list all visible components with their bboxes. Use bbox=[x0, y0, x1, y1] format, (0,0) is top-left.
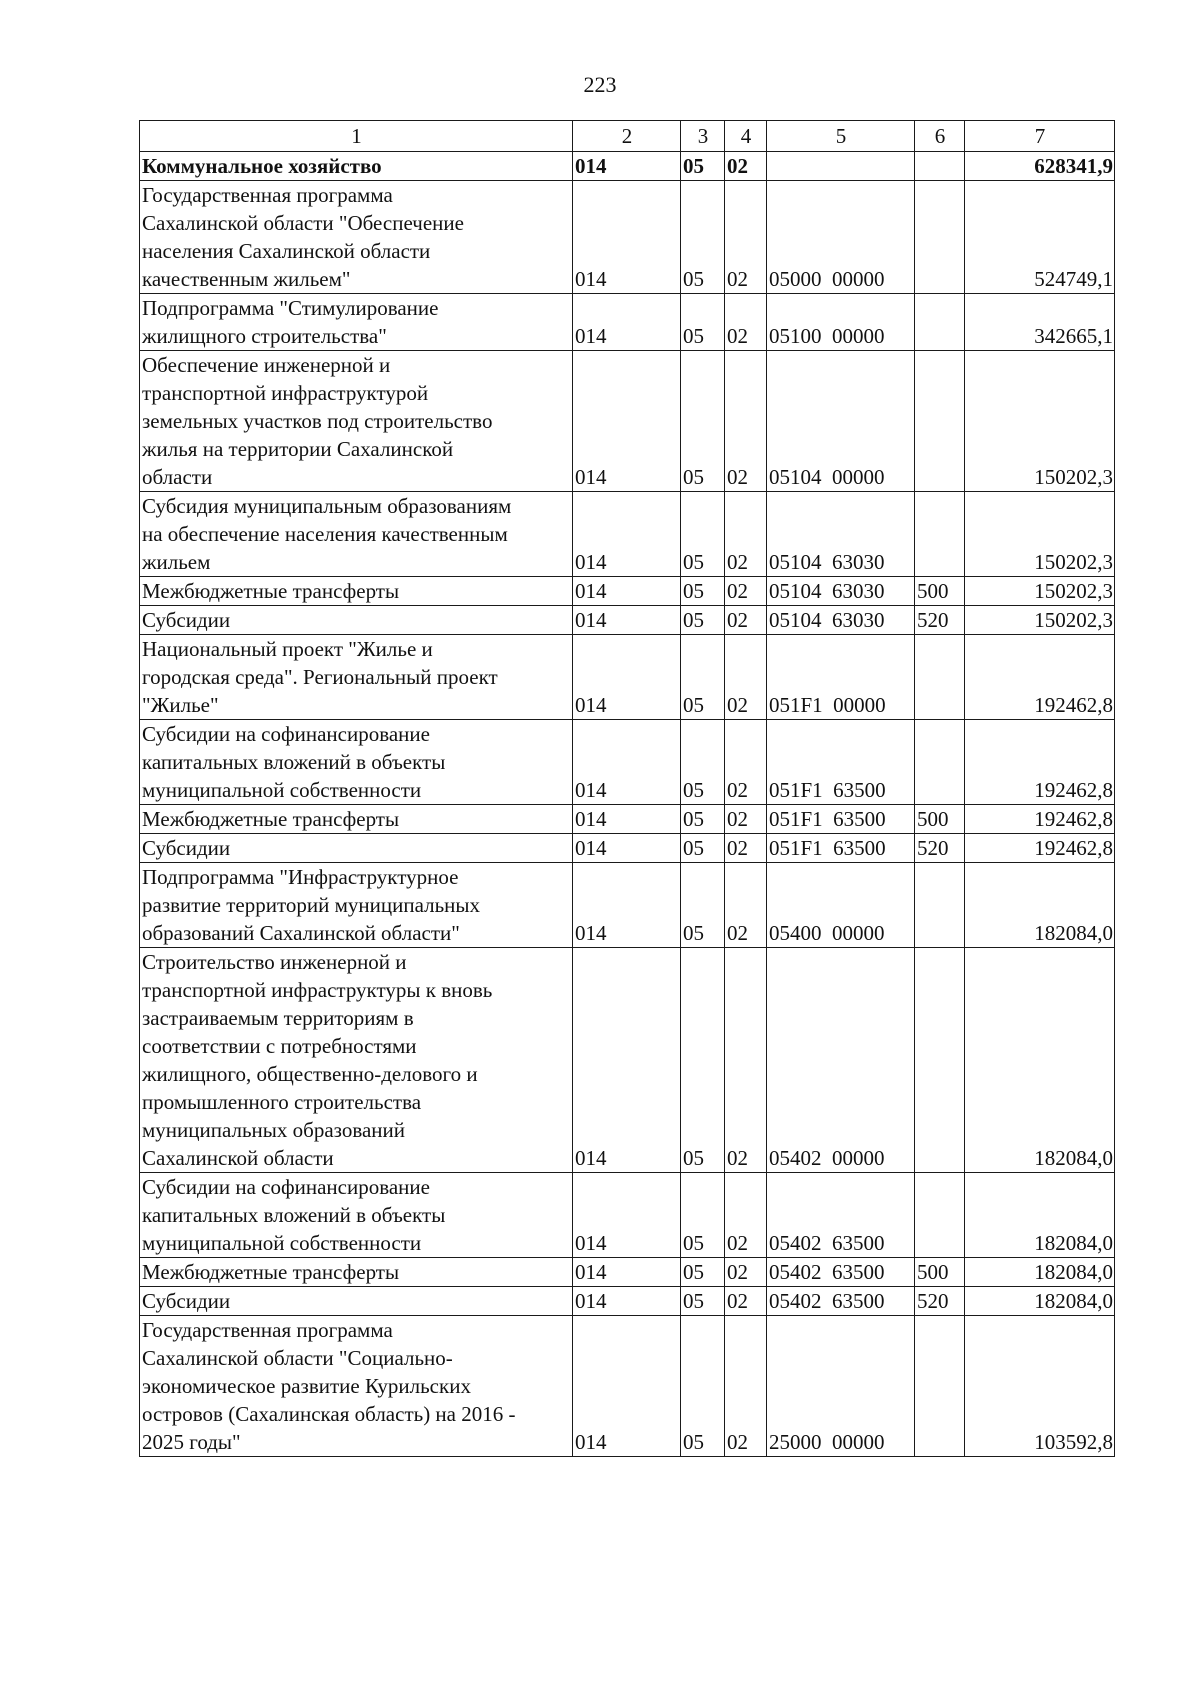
table-row bbox=[140, 606, 1115, 635]
subsection-cell: 02 bbox=[725, 948, 767, 1173]
description-line: Субсидии bbox=[142, 1289, 231, 1313]
amount-cell: 524749,1 bbox=[965, 181, 1115, 294]
description-line: транспортной инфраструктурой bbox=[142, 381, 429, 405]
header-cell: 6 bbox=[915, 121, 965, 152]
subsection-cell: 02 bbox=[725, 351, 767, 492]
section-cell: 05 bbox=[681, 863, 725, 948]
table-row bbox=[140, 294, 1115, 351]
expense-type-cell bbox=[915, 1173, 965, 1258]
target-article-cell: 05104 00000 bbox=[767, 351, 915, 492]
header-cell: 1 bbox=[140, 121, 573, 152]
amount-cell: 182084,0 bbox=[965, 863, 1115, 948]
target-article-cell: 05402 63500 bbox=[767, 1287, 915, 1316]
amount-cell: 150202,3 bbox=[965, 351, 1115, 492]
description-line: Межбюджетные трансферты bbox=[142, 807, 400, 831]
target-article-cell: 05402 00000 bbox=[767, 948, 915, 1173]
row-description bbox=[140, 1316, 573, 1457]
table-row bbox=[140, 577, 1115, 606]
ministry-code-cell: 014 bbox=[573, 577, 681, 606]
description-line: жильем bbox=[142, 550, 211, 574]
subsection-cell: 02 bbox=[725, 805, 767, 834]
description-line: Строительство инженерной и bbox=[142, 950, 407, 974]
target-article-cell: 05104 63030 bbox=[767, 492, 915, 577]
expense-type-cell: 520 bbox=[915, 606, 965, 635]
table-row bbox=[140, 834, 1115, 863]
table-row bbox=[140, 1258, 1115, 1287]
row-description bbox=[140, 492, 573, 577]
description-line: Субсидии bbox=[142, 836, 231, 860]
target-article-cell: 05400 00000 bbox=[767, 863, 915, 948]
description-line: развитие территорий муниципальных bbox=[142, 893, 481, 917]
ministry-code-cell: 014 bbox=[573, 294, 681, 351]
target-article-cell: 051F1 63500 bbox=[767, 805, 915, 834]
expense-type-cell bbox=[915, 635, 965, 720]
description-line: промышленного строительства bbox=[142, 1090, 422, 1114]
row-description bbox=[140, 181, 573, 294]
row-description bbox=[140, 294, 573, 351]
ministry-code-cell: 014 bbox=[573, 1173, 681, 1258]
description-line: капитальных вложений в объекты bbox=[142, 1203, 446, 1227]
description-line: городская среда". Региональный проект bbox=[142, 665, 498, 689]
expense-type-cell bbox=[915, 1316, 965, 1457]
description-line: Субсидии на софинансирование bbox=[142, 1175, 430, 1199]
table-row bbox=[140, 1287, 1115, 1316]
header-row bbox=[140, 121, 1115, 152]
expense-type-cell: 500 bbox=[915, 577, 965, 606]
subsection-cell: 02 bbox=[725, 834, 767, 863]
row-description bbox=[140, 1287, 573, 1316]
description-line: транспортной инфраструктуры к вновь bbox=[142, 978, 493, 1002]
row-description bbox=[140, 152, 573, 181]
description-line: муниципальных образований bbox=[142, 1118, 405, 1142]
expense-type-cell bbox=[915, 152, 965, 181]
description-line: Обеспечение инженерной и bbox=[142, 353, 391, 377]
ministry-code-cell: 014 bbox=[573, 606, 681, 635]
table-row bbox=[140, 492, 1115, 577]
table-row bbox=[140, 863, 1115, 948]
description-line: 2025 годы" bbox=[142, 1430, 241, 1454]
row-description bbox=[140, 1173, 573, 1258]
amount-cell: 150202,3 bbox=[965, 606, 1115, 635]
ministry-code-cell: 014 bbox=[573, 1287, 681, 1316]
expense-type-cell: 500 bbox=[915, 1258, 965, 1287]
description-line: на обеспечение населения качественным bbox=[142, 522, 508, 546]
expense-type-cell bbox=[915, 492, 965, 577]
description-line: Межбюджетные трансферты bbox=[142, 579, 400, 603]
ministry-code-cell: 014 bbox=[573, 720, 681, 805]
description-line: жилищного, общественно-делового и bbox=[142, 1062, 478, 1086]
section-cell: 05 bbox=[681, 606, 725, 635]
description-line: соответствии с потребностями bbox=[142, 1034, 417, 1058]
target-article-cell: 051F1 00000 bbox=[767, 635, 915, 720]
subsection-cell: 02 bbox=[725, 1173, 767, 1258]
section-cell: 05 bbox=[681, 948, 725, 1173]
description-line: Субсидии bbox=[142, 608, 231, 632]
amount-cell: 192462,8 bbox=[965, 805, 1115, 834]
amount-cell: 150202,3 bbox=[965, 577, 1115, 606]
description-line: экономическое развитие Курильских bbox=[142, 1374, 471, 1398]
section-cell: 05 bbox=[681, 1316, 725, 1457]
section-cell: 05 bbox=[681, 492, 725, 577]
amount-cell: 182084,0 bbox=[965, 1258, 1115, 1287]
description-line: Государственная программа bbox=[142, 1318, 393, 1342]
subsection-cell: 02 bbox=[725, 294, 767, 351]
expense-type-cell: 520 bbox=[915, 1287, 965, 1316]
row-description bbox=[140, 720, 573, 805]
description-line: качественным жильем" bbox=[142, 267, 351, 291]
description-line: застраиваемым территориям в bbox=[142, 1006, 414, 1030]
description-line: муниципальной собственности bbox=[142, 1231, 422, 1255]
expense-type-cell bbox=[915, 948, 965, 1173]
ministry-code-cell: 014 bbox=[573, 805, 681, 834]
ministry-code-cell: 014 bbox=[573, 863, 681, 948]
amount-cell: 192462,8 bbox=[965, 834, 1115, 863]
amount-cell: 182084,0 bbox=[965, 948, 1115, 1173]
description-line: капитальных вложений в объекты bbox=[142, 750, 446, 774]
target-article-cell: 05104 63030 bbox=[767, 577, 915, 606]
description-line: муниципальной собственности bbox=[142, 778, 422, 802]
row-description bbox=[140, 948, 573, 1173]
table-row bbox=[140, 635, 1115, 720]
ministry-code-cell: 014 bbox=[573, 351, 681, 492]
header-cell: 5 bbox=[767, 121, 915, 152]
table-row bbox=[140, 1173, 1115, 1258]
table-row bbox=[140, 1316, 1115, 1457]
description-line: жилищного строительства" bbox=[142, 324, 387, 348]
description-line: Подпрограмма "Стимулирование bbox=[142, 296, 439, 320]
section-cell: 05 bbox=[681, 1258, 725, 1287]
amount-cell: 192462,8 bbox=[965, 635, 1115, 720]
ministry-code-cell: 014 bbox=[573, 948, 681, 1173]
table-row bbox=[140, 948, 1115, 1173]
row-description bbox=[140, 577, 573, 606]
subsection-cell: 02 bbox=[725, 1287, 767, 1316]
description-line: населения Сахалинской области bbox=[142, 239, 431, 263]
target-article-cell: 051F1 63500 bbox=[767, 834, 915, 863]
subsection-cell: 02 bbox=[725, 1316, 767, 1457]
section-cell: 05 bbox=[681, 1287, 725, 1316]
ministry-code-cell: 014 bbox=[573, 635, 681, 720]
section-cell: 05 bbox=[681, 635, 725, 720]
subsection-cell: 02 bbox=[725, 181, 767, 294]
expense-type-cell bbox=[915, 294, 965, 351]
row-description bbox=[140, 635, 573, 720]
header-cell: 2 bbox=[573, 121, 681, 152]
amount-cell: 628341,9 bbox=[965, 152, 1115, 181]
table-row bbox=[140, 351, 1115, 492]
section-cell: 05 bbox=[681, 1173, 725, 1258]
subsection-cell: 02 bbox=[725, 635, 767, 720]
subsection-cell: 02 bbox=[725, 863, 767, 948]
ministry-code-cell: 014 bbox=[573, 834, 681, 863]
header-cell: 3 bbox=[681, 121, 725, 152]
expense-type-cell bbox=[915, 181, 965, 294]
ministry-code-cell: 014 bbox=[573, 181, 681, 294]
budget-table bbox=[139, 120, 1115, 1457]
subsection-cell: 02 bbox=[725, 1258, 767, 1287]
subsection-cell: 02 bbox=[725, 152, 767, 181]
target-article-cell: 05402 63500 bbox=[767, 1173, 915, 1258]
expense-type-cell: 520 bbox=[915, 834, 965, 863]
subsection-cell: 02 bbox=[725, 492, 767, 577]
description-line: Государственная программа bbox=[142, 183, 393, 207]
target-article-cell: 05100 00000 bbox=[767, 294, 915, 351]
ministry-code-cell: 014 bbox=[573, 1258, 681, 1287]
description-line: Субсидия муниципальным образованиям bbox=[142, 494, 512, 518]
description-line: Сахалинской области "Обеспечение bbox=[142, 211, 464, 235]
ministry-code-cell: 014 bbox=[573, 492, 681, 577]
row-description bbox=[140, 351, 573, 492]
target-article-cell bbox=[767, 152, 915, 181]
header-cell: 4 bbox=[725, 121, 767, 152]
amount-cell: 182084,0 bbox=[965, 1173, 1115, 1258]
row-description bbox=[140, 606, 573, 635]
subsection-cell: 02 bbox=[725, 577, 767, 606]
target-article-cell: 25000 00000 bbox=[767, 1316, 915, 1457]
expense-type-cell bbox=[915, 863, 965, 948]
amount-cell: 342665,1 bbox=[965, 294, 1115, 351]
description-line: Субсидии на софинансирование bbox=[142, 722, 430, 746]
row-description bbox=[140, 805, 573, 834]
subsection-cell: 02 bbox=[725, 720, 767, 805]
header-cell: 7 bbox=[965, 121, 1115, 152]
amount-cell: 182084,0 bbox=[965, 1287, 1115, 1316]
amount-cell: 192462,8 bbox=[965, 720, 1115, 805]
description-line: островов (Сахалинская область) на 2016 - bbox=[142, 1402, 516, 1426]
row-description bbox=[140, 834, 573, 863]
row-description bbox=[140, 1258, 573, 1287]
target-article-cell: 05104 63030 bbox=[767, 606, 915, 635]
description-line: земельных участков под строительство bbox=[142, 409, 493, 433]
table-row bbox=[140, 720, 1115, 805]
description-line: Подпрограмма "Инфраструктурное bbox=[142, 865, 459, 889]
description-line: Национальный проект "Жилье и bbox=[142, 637, 433, 661]
ministry-code-cell: 014 bbox=[573, 152, 681, 181]
section-cell: 05 bbox=[681, 834, 725, 863]
table-row bbox=[140, 181, 1115, 294]
page-number: 223 bbox=[583, 72, 617, 97]
description-line: Коммунальное хозяйство bbox=[142, 154, 382, 178]
description-line: области bbox=[142, 465, 213, 489]
amount-cell: 150202,3 bbox=[965, 492, 1115, 577]
target-article-cell: 051F1 63500 bbox=[767, 720, 915, 805]
description-line: образований Сахалинской области" bbox=[142, 921, 460, 945]
description-line: жилья на территории Сахалинской bbox=[142, 437, 454, 461]
section-cell: 05 bbox=[681, 181, 725, 294]
section-cell: 05 bbox=[681, 294, 725, 351]
expense-type-cell bbox=[915, 351, 965, 492]
table-row bbox=[140, 805, 1115, 834]
section-cell: 05 bbox=[681, 577, 725, 606]
subsection-cell: 02 bbox=[725, 606, 767, 635]
row-description bbox=[140, 863, 573, 948]
target-article-cell: 05402 63500 bbox=[767, 1258, 915, 1287]
description-line: Межбюджетные трансферты bbox=[142, 1260, 400, 1284]
section-cell: 05 bbox=[681, 805, 725, 834]
section-cell: 05 bbox=[681, 351, 725, 492]
expense-type-cell: 500 bbox=[915, 805, 965, 834]
section-cell: 05 bbox=[681, 720, 725, 805]
target-article-cell: 05000 00000 bbox=[767, 181, 915, 294]
section-cell: 05 bbox=[681, 152, 725, 181]
description-line: Сахалинской области bbox=[142, 1146, 334, 1170]
description-line: Сахалинской области "Социально- bbox=[142, 1346, 453, 1370]
expense-type-cell bbox=[915, 720, 965, 805]
amount-cell: 103592,8 bbox=[965, 1316, 1115, 1457]
ministry-code-cell: 014 bbox=[573, 1316, 681, 1457]
description-line: "Жилье" bbox=[142, 693, 219, 717]
table-row bbox=[140, 152, 1115, 181]
